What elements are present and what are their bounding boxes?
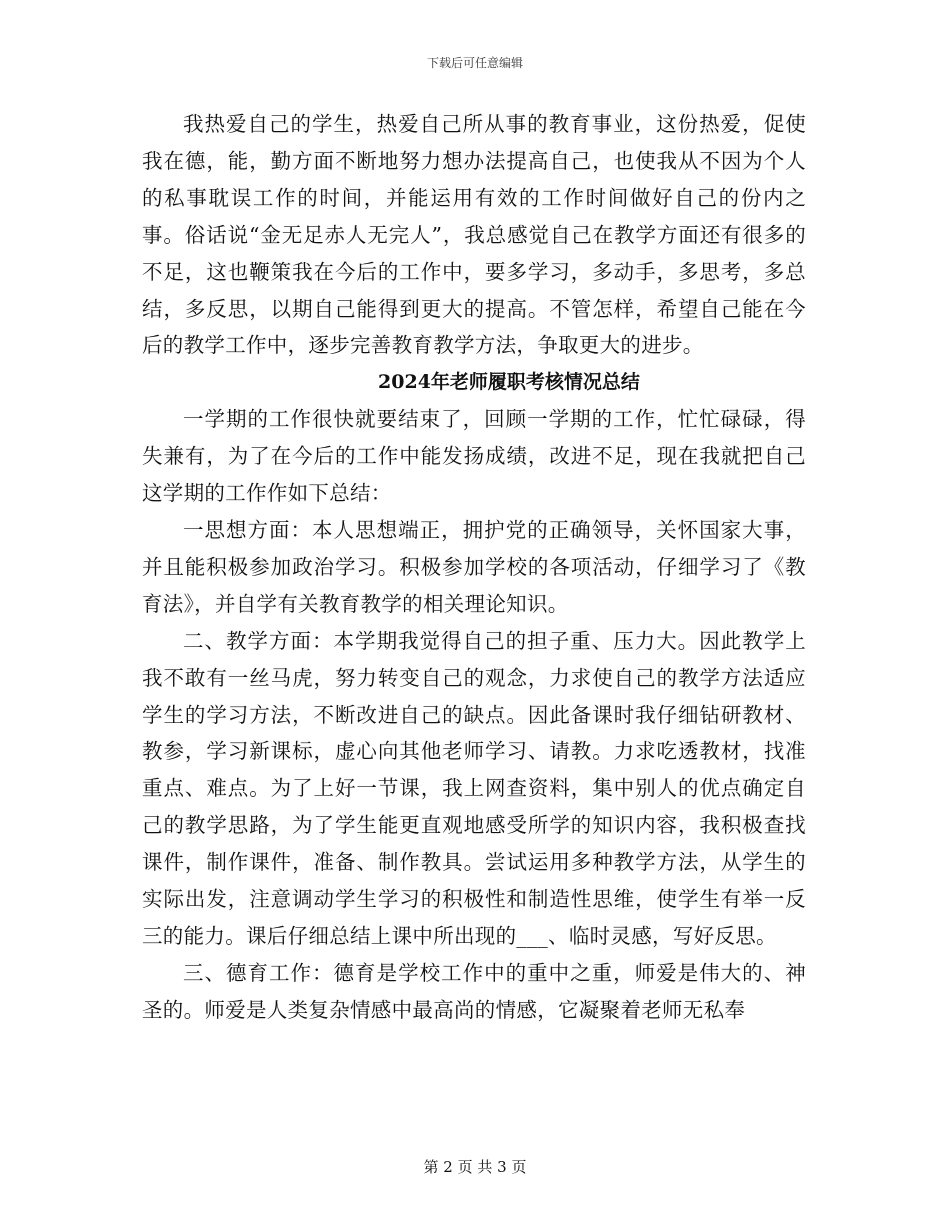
paragraph-intro: 我热爱自己的学生，热爱自己所从事的教育事业，这份热爱，促使我在德，能，勤方面不断地努力想办法提高自己，也使我从不因为个人的私事耽误工作的时间，并能运用有效的工作时间做好自己的份内之事。俗话说“金无足赤人无完人”，我总感觉自己在教学方面还有很多的不足，这也鞭策我在今后的工作中，要多学习，多动手，多思考，多总结，多反思，以期自己能得到更大的提高。不管怎样，希望自己能在今后的教学工作中，逐步完善教育教学方法，争取更大的进步。 [142, 112, 806, 358]
section-title: 2024年老师履职考核情况总结 [378, 371, 640, 394]
paragraph-moral: 三、德育工作：德育是学校工作中的重中之重，师爱是伟大的、神圣的。师爱是人类复杂情感中最高尚的情感，它凝聚着老师无私奉 [142, 960, 806, 1022]
paragraph-opening: 一学期的工作很快就要结束了，回顾一学期的工作，忙忙碌碌，得失兼有，为了在今后的工作中能发扬成绩，改进不足，现在我就把自己这学期的工作作如下总结： [142, 407, 806, 506]
paragraph-teaching: 二、教学方面：本学期我觉得自己的担子重、压力大。因此教学上我不敢有一丝马虎，努力转变自己的观念，力求使自己的教学方法适应学生的学习方法，不断改进自己的缺点。因此备课时我仔细钻研教材、教参，学习新课标，虚心向其他老师学习、请教。力求吃透教材，找准重点、难点。为了上好一节课，我上网查资料，集中别人的优点确定自己的教学思路，为了学生能更直观地感受所学的知识内容，我积极查找课件，制作课件，准备、制作教具。尝试运用多种教学方法，从学生的实际出发，注意调动学生学习的积极性和制造性思维，使学生有举一反三的能力。课后仔细总结上课中所出现的___、临时灵感，写好反思。 [142, 628, 806, 948]
page-header: 下载后可任意编辑 [426, 56, 523, 70]
paragraph-thought: 一思想方面：本人思想端正，拥护党的正确领导，关怀国家大事，并且能积极参加政治学习。积极参加学校的各项活动，仔细学习了《教育法》，并自学有关教育教学的相关理论知识。 [142, 517, 806, 616]
page-footer: 第 2 页 共 3 页 [423, 1158, 527, 1176]
document-body [142, 106, 806, 1029]
